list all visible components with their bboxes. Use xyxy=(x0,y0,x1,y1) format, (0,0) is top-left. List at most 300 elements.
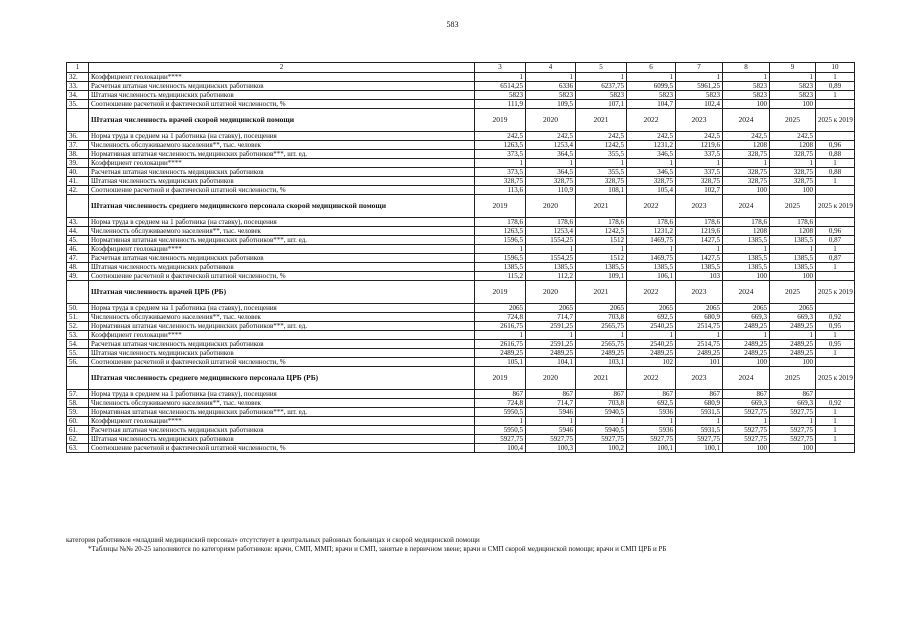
value-cell: 1208 xyxy=(723,227,770,236)
value-cell: 1242,5 xyxy=(576,227,627,236)
value-cell: 100 xyxy=(770,272,816,281)
value-cell: 5823 xyxy=(475,91,526,100)
value-cell: 1 xyxy=(475,331,526,340)
value-cell: 328,75 xyxy=(770,168,816,177)
value-cell: 346,5 xyxy=(627,168,676,177)
value-cell: 1554,25 xyxy=(526,236,576,245)
column-number-cell: 5 xyxy=(576,63,627,73)
value-cell: 1 xyxy=(475,245,526,254)
value-cell: 178,6 xyxy=(723,218,770,227)
value-cell: 178,6 xyxy=(676,218,723,227)
value-cell: 5961,25 xyxy=(676,82,723,91)
value-cell xyxy=(816,186,855,195)
row-label-cell: Нормативная штатная численность медицинских работников***, шт. ед. xyxy=(89,236,475,245)
value-cell: 100 xyxy=(770,100,816,109)
value-cell: 0,96 xyxy=(816,227,855,236)
column-number-cell: 2 xyxy=(89,63,475,73)
value-cell: 1385,5 xyxy=(723,236,770,245)
value-cell: 1 xyxy=(770,331,816,340)
value-cell: 1 xyxy=(816,417,855,426)
row-label-cell: Соотношение расчетной и фактической штатной численности, % xyxy=(89,358,475,367)
value-cell: 0,87 xyxy=(816,236,855,245)
value-cell: 0,92 xyxy=(816,399,855,408)
value-cell: 2489,25 xyxy=(723,322,770,331)
value-cell: 1 xyxy=(770,245,816,254)
year-cell: 2021 xyxy=(576,281,627,304)
footnote-tables: *Таблицы №№ 20-25 заполняются по категориям работников: врачи, СМП, ММП; врачи и СМП, занятые в первичном звене; врачи и СМП скорой медицинской помощи; врачи и СМП ЦРБ и РБ xyxy=(88,544,667,553)
value-cell: 1554,25 xyxy=(526,254,576,263)
row-label-cell: Коэффициент геолокации**** xyxy=(89,417,475,426)
value-cell: 1 xyxy=(723,73,770,82)
value-cell: 328,75 xyxy=(770,177,816,186)
row-index-cell: 46. xyxy=(67,245,89,254)
value-cell: 1 xyxy=(526,331,576,340)
row-index-cell: 41. xyxy=(67,177,89,186)
value-cell: 1 xyxy=(816,91,855,100)
value-cell: 5823 xyxy=(770,91,816,100)
row-index-cell: 35. xyxy=(67,100,89,109)
staffing-table xyxy=(66,62,855,453)
value-cell: 100,2 xyxy=(576,444,627,453)
value-cell: 5946 xyxy=(526,408,576,417)
row-index-cell: 56. xyxy=(67,358,89,367)
table-row xyxy=(67,358,855,367)
value-cell: 6336 xyxy=(526,82,576,91)
row-label-cell: Численность обслуживаемого населения**, тыс. человек xyxy=(89,399,475,408)
row-index-cell: 58. xyxy=(67,399,89,408)
table-row xyxy=(67,340,855,349)
section-title: Штатная численность среднего медицинского персонала скорой медицинской помощи xyxy=(89,195,475,218)
value-cell: 0,88 xyxy=(816,150,855,159)
value-cell: 346,5 xyxy=(627,150,676,159)
value-cell: 1 xyxy=(576,245,627,254)
value-cell: 364,5 xyxy=(526,168,576,177)
value-cell: 5931,5 xyxy=(676,408,723,417)
value-cell: 110,9 xyxy=(526,186,576,195)
value-cell: 724,8 xyxy=(475,313,526,322)
value-cell: 355,5 xyxy=(576,150,627,159)
value-cell: 2565,75 xyxy=(576,340,627,349)
row-index-cell: 37. xyxy=(67,141,89,150)
value-cell: 669,3 xyxy=(723,399,770,408)
value-cell: 1 xyxy=(676,417,723,426)
value-cell: 5823 xyxy=(770,82,816,91)
value-cell: 1512 xyxy=(576,254,627,263)
value-cell: 364,5 xyxy=(526,150,576,159)
value-cell: 242,5 xyxy=(576,132,627,141)
column-number-cell: 6 xyxy=(627,63,676,73)
value-cell: 1 xyxy=(816,245,855,254)
value-cell: 1208 xyxy=(770,141,816,150)
value-cell: 328,75 xyxy=(576,177,627,186)
value-cell: 1 xyxy=(576,73,627,82)
value-cell: 178,6 xyxy=(526,218,576,227)
column-number-cell: 4 xyxy=(526,63,576,73)
value-cell: 5927,75 xyxy=(770,408,816,417)
value-cell: 1219,6 xyxy=(676,141,723,150)
value-cell: 5927,75 xyxy=(770,426,816,435)
row-index-cell xyxy=(67,195,89,218)
value-cell: 242,5 xyxy=(475,132,526,141)
value-cell: 328,75 xyxy=(723,177,770,186)
value-cell: 111,9 xyxy=(475,100,526,109)
year-cell: 2025 xyxy=(770,109,816,132)
table-row xyxy=(67,227,855,236)
value-cell: 1 xyxy=(576,417,627,426)
row-index-cell: 39. xyxy=(67,159,89,168)
row-label-cell: Расчетная штатная численность медицинских работников xyxy=(89,82,475,91)
value-cell: 101 xyxy=(676,358,723,367)
year-cell: 2024 xyxy=(723,367,770,390)
table-row xyxy=(67,159,855,168)
table-row xyxy=(67,236,855,245)
value-cell: 1 xyxy=(526,73,576,82)
value-cell: 1 xyxy=(676,73,723,82)
value-cell: 867 xyxy=(770,390,816,399)
column-number-cell: 1 xyxy=(67,63,89,73)
value-cell xyxy=(816,390,855,399)
value-cell: 2514,75 xyxy=(676,322,723,331)
row-label-cell: Коэффициент геолокации**** xyxy=(89,331,475,340)
value-cell: 714,7 xyxy=(526,313,576,322)
value-cell: 1 xyxy=(770,159,816,168)
value-cell: 2540,25 xyxy=(627,340,676,349)
footnotes xyxy=(66,536,866,554)
value-cell: 6514,25 xyxy=(475,82,526,91)
row-label-cell: Соотношение расчетной и фактической штатной численности, % xyxy=(89,444,475,453)
value-cell: 1469,75 xyxy=(627,236,676,245)
value-cell: 1 xyxy=(627,331,676,340)
row-label-cell: Коэффициент геолокации**** xyxy=(89,159,475,168)
value-cell: 355,5 xyxy=(576,168,627,177)
value-cell: 1 xyxy=(770,417,816,426)
row-index-cell: 38. xyxy=(67,150,89,159)
value-cell: 100 xyxy=(723,100,770,109)
value-cell: 242,5 xyxy=(770,132,816,141)
value-cell: 104,1 xyxy=(526,358,576,367)
value-cell: 1 xyxy=(576,331,627,340)
year-cell: 2023 xyxy=(676,109,723,132)
value-cell: 5823 xyxy=(723,91,770,100)
value-cell: 2489,25 xyxy=(576,349,627,358)
value-cell: 328,75 xyxy=(627,177,676,186)
value-cell: 178,6 xyxy=(576,218,627,227)
section-header-row xyxy=(67,195,855,218)
row-label-cell: Расчетная штатная численность медицинских работников xyxy=(89,340,475,349)
value-cell: 1385,5 xyxy=(770,263,816,272)
value-cell: 5931,5 xyxy=(676,426,723,435)
value-cell: 5927,75 xyxy=(723,435,770,444)
footnote-staff-category: категория работников «младший медицинский персонал» отсутствует в центральных районных больницах и скорой медицинской помощи xyxy=(66,536,480,544)
table-row xyxy=(67,91,855,100)
value-cell: 1263,5 xyxy=(475,227,526,236)
value-cell: 714,7 xyxy=(526,399,576,408)
value-cell: 0,96 xyxy=(816,141,855,150)
value-cell: 1 xyxy=(627,245,676,254)
table-row xyxy=(67,132,855,141)
value-cell: 2591,25 xyxy=(526,340,576,349)
row-index-cell: 52. xyxy=(67,322,89,331)
value-cell: 5927,75 xyxy=(723,426,770,435)
table-row xyxy=(67,322,855,331)
value-cell: 2616,75 xyxy=(475,322,526,331)
value-cell: 5927,75 xyxy=(723,408,770,417)
row-label-cell: Нормативная штатная численность медицинских работников***, шт. ед. xyxy=(89,322,475,331)
year-cell: 2025 xyxy=(770,195,816,218)
year-cell: 2025 xyxy=(770,367,816,390)
value-cell: 1 xyxy=(526,417,576,426)
value-cell: 109,5 xyxy=(526,100,576,109)
value-cell: 867 xyxy=(723,390,770,399)
value-cell: 680,9 xyxy=(676,399,723,408)
table-row xyxy=(67,435,855,444)
year-cell: 2020 xyxy=(526,367,576,390)
row-index-cell xyxy=(67,367,89,390)
row-index-cell: 57. xyxy=(67,390,89,399)
value-cell: 1 xyxy=(526,245,576,254)
value-cell: 1 xyxy=(816,177,855,186)
value-cell: 5950,5 xyxy=(475,426,526,435)
value-cell: 100,3 xyxy=(526,444,576,453)
year-cell: 2022 xyxy=(627,195,676,218)
value-cell: 1385,5 xyxy=(526,263,576,272)
value-cell: 2065 xyxy=(627,304,676,313)
section-title: Штатная численность врачей ЦРБ (РБ) xyxy=(89,281,475,304)
year-cell: 2024 xyxy=(723,281,770,304)
value-cell: 1 xyxy=(475,417,526,426)
section-header-row xyxy=(67,281,855,304)
value-cell: 1596,5 xyxy=(475,254,526,263)
table-row xyxy=(67,331,855,340)
value-cell: 5927,75 xyxy=(475,435,526,444)
row-label-cell: Норма труда в среднем на 1 работника (на ставку), посещения xyxy=(89,218,475,227)
year-cell: 2025 к 2019 xyxy=(816,367,855,390)
value-cell: 1 xyxy=(723,245,770,254)
table-row xyxy=(67,141,855,150)
value-cell: 115,2 xyxy=(475,272,526,281)
value-cell: 5927,75 xyxy=(770,435,816,444)
table-row xyxy=(67,426,855,435)
value-cell: 2065 xyxy=(475,304,526,313)
value-cell: 2489,25 xyxy=(723,349,770,358)
row-label-cell: Штатная численность медицинских работников xyxy=(89,349,475,358)
value-cell: 2065 xyxy=(770,304,816,313)
value-cell: 2565,75 xyxy=(576,322,627,331)
row-index-cell: 42. xyxy=(67,186,89,195)
row-index-cell xyxy=(67,109,89,132)
value-cell: 669,3 xyxy=(723,313,770,322)
value-cell: 692,5 xyxy=(627,313,676,322)
row-index-cell: 32. xyxy=(67,73,89,82)
value-cell: 5936 xyxy=(627,426,676,435)
value-cell: 328,75 xyxy=(526,177,576,186)
value-cell: 328,75 xyxy=(676,177,723,186)
value-cell: 2514,75 xyxy=(676,340,723,349)
table-row xyxy=(67,417,855,426)
year-cell: 2021 xyxy=(576,195,627,218)
value-cell: 5946 xyxy=(526,426,576,435)
row-label-cell: Расчетная штатная численность медицинских работников xyxy=(89,254,475,263)
table-row xyxy=(67,313,855,322)
table-row xyxy=(67,100,855,109)
value-cell: 100 xyxy=(723,358,770,367)
value-cell: 242,5 xyxy=(723,132,770,141)
value-cell: 692,5 xyxy=(627,399,676,408)
row-label-cell: Соотношение расчетной и фактической штатной численности, % xyxy=(89,186,475,195)
section-header-row xyxy=(67,367,855,390)
value-cell: 1 xyxy=(676,331,723,340)
row-index-cell: 60. xyxy=(67,417,89,426)
value-cell: 5927,75 xyxy=(676,435,723,444)
value-cell: 1231,2 xyxy=(627,227,676,236)
column-number-cell: 10 xyxy=(816,63,855,73)
year-cell: 2020 xyxy=(526,109,576,132)
year-cell: 2019 xyxy=(475,109,526,132)
value-cell: 1 xyxy=(816,408,855,417)
value-cell: 104,7 xyxy=(627,100,676,109)
value-cell: 102 xyxy=(627,358,676,367)
row-index-cell: 49. xyxy=(67,272,89,281)
value-cell: 242,5 xyxy=(676,132,723,141)
value-cell: 1 xyxy=(526,159,576,168)
value-cell xyxy=(816,132,855,141)
row-label-cell: Соотношение расчетной и фактической штатной численности, % xyxy=(89,272,475,281)
column-number-cell: 7 xyxy=(676,63,723,73)
year-cell: 2019 xyxy=(475,195,526,218)
row-index-cell: 43. xyxy=(67,218,89,227)
value-cell: 1253,4 xyxy=(526,141,576,150)
value-cell: 1 xyxy=(723,417,770,426)
value-cell: 1263,5 xyxy=(475,141,526,150)
value-cell: 1 xyxy=(816,435,855,444)
row-label-cell: Коэффициент геолокации**** xyxy=(89,245,475,254)
row-label-cell: Штатная численность медицинских работников xyxy=(89,263,475,272)
year-cell: 2025 xyxy=(770,281,816,304)
value-cell: 0,88 xyxy=(816,168,855,177)
value-cell: 703,8 xyxy=(576,313,627,322)
row-index-cell: 50. xyxy=(67,304,89,313)
value-cell: 100 xyxy=(770,358,816,367)
value-cell: 100,4 xyxy=(475,444,526,453)
row-label-cell: Соотношение расчетной и фактической штатной численности, % xyxy=(89,100,475,109)
value-cell: 2489,25 xyxy=(770,322,816,331)
value-cell: 107,1 xyxy=(576,100,627,109)
value-cell xyxy=(816,444,855,453)
value-cell: 867 xyxy=(676,390,723,399)
row-index-cell: 34. xyxy=(67,91,89,100)
table-row xyxy=(67,444,855,453)
value-cell: 5823 xyxy=(576,91,627,100)
value-cell: 5940,5 xyxy=(576,426,627,435)
table-row xyxy=(67,186,855,195)
value-cell: 2065 xyxy=(723,304,770,313)
value-cell: 100 xyxy=(723,186,770,195)
value-cell: 100,1 xyxy=(627,444,676,453)
value-cell: 1385,5 xyxy=(676,263,723,272)
row-label-cell: Штатная численность медицинских работников xyxy=(89,177,475,186)
row-index-cell: 51. xyxy=(67,313,89,322)
value-cell: 1 xyxy=(676,245,723,254)
value-cell: 1231,2 xyxy=(627,141,676,150)
value-cell xyxy=(816,100,855,109)
value-cell: 102,4 xyxy=(676,100,723,109)
row-label-cell: Штатная численность медицинских работников xyxy=(89,435,475,444)
row-index-cell: 48. xyxy=(67,263,89,272)
value-cell: 100 xyxy=(770,186,816,195)
value-cell: 328,75 xyxy=(770,150,816,159)
value-cell: 0,92 xyxy=(816,313,855,322)
row-label-cell: Норма труда в среднем на 1 работника (на ставку), посещения xyxy=(89,304,475,313)
value-cell: 1 xyxy=(723,159,770,168)
value-cell: 6099,5 xyxy=(627,82,676,91)
table-row xyxy=(67,73,855,82)
value-cell: 2540,25 xyxy=(627,322,676,331)
value-cell: 103 xyxy=(676,272,723,281)
value-cell: 1242,5 xyxy=(576,141,627,150)
row-index-cell: 33. xyxy=(67,82,89,91)
value-cell: 0,87 xyxy=(816,254,855,263)
value-cell: 1512 xyxy=(576,236,627,245)
value-cell: 328,75 xyxy=(723,168,770,177)
value-cell: 1 xyxy=(627,73,676,82)
table-row xyxy=(67,150,855,159)
value-cell: 2489,25 xyxy=(770,340,816,349)
value-cell: 867 xyxy=(475,390,526,399)
value-cell: 2489,25 xyxy=(770,349,816,358)
value-cell: 1 xyxy=(475,159,526,168)
value-cell: 5823 xyxy=(526,91,576,100)
value-cell: 2065 xyxy=(576,304,627,313)
value-cell: 242,5 xyxy=(526,132,576,141)
value-cell: 178,6 xyxy=(475,218,526,227)
value-cell: 1427,5 xyxy=(676,254,723,263)
value-cell: 105,4 xyxy=(627,186,676,195)
value-cell: 2489,25 xyxy=(676,349,723,358)
section-header-row xyxy=(67,109,855,132)
value-cell xyxy=(816,272,855,281)
value-cell: 1469,75 xyxy=(627,254,676,263)
row-label-cell: Штатная численность медицинских работников xyxy=(89,91,475,100)
value-cell: 0,95 xyxy=(816,340,855,349)
value-cell: 109,1 xyxy=(576,272,627,281)
year-cell: 2019 xyxy=(475,367,526,390)
table-row xyxy=(67,390,855,399)
value-cell: 1219,6 xyxy=(676,227,723,236)
value-cell: 5823 xyxy=(723,82,770,91)
column-number-row xyxy=(67,63,855,73)
table-row xyxy=(67,177,855,186)
row-index-cell: 44. xyxy=(67,227,89,236)
value-cell: 102,7 xyxy=(676,186,723,195)
table-row xyxy=(67,218,855,227)
year-cell: 2022 xyxy=(627,367,676,390)
row-index-cell: 53. xyxy=(67,331,89,340)
value-cell: 100 xyxy=(723,444,770,453)
value-cell: 1 xyxy=(627,159,676,168)
value-cell: 373,5 xyxy=(475,168,526,177)
column-number-cell: 8 xyxy=(723,63,770,73)
row-index-cell: 55. xyxy=(67,349,89,358)
value-cell: 113,6 xyxy=(475,186,526,195)
row-index-cell: 47. xyxy=(67,254,89,263)
table-row xyxy=(67,399,855,408)
row-index-cell: 45. xyxy=(67,236,89,245)
table-row xyxy=(67,408,855,417)
value-cell: 100,1 xyxy=(676,444,723,453)
value-cell: 328,75 xyxy=(475,177,526,186)
value-cell: 242,5 xyxy=(627,132,676,141)
value-cell: 1 xyxy=(816,349,855,358)
